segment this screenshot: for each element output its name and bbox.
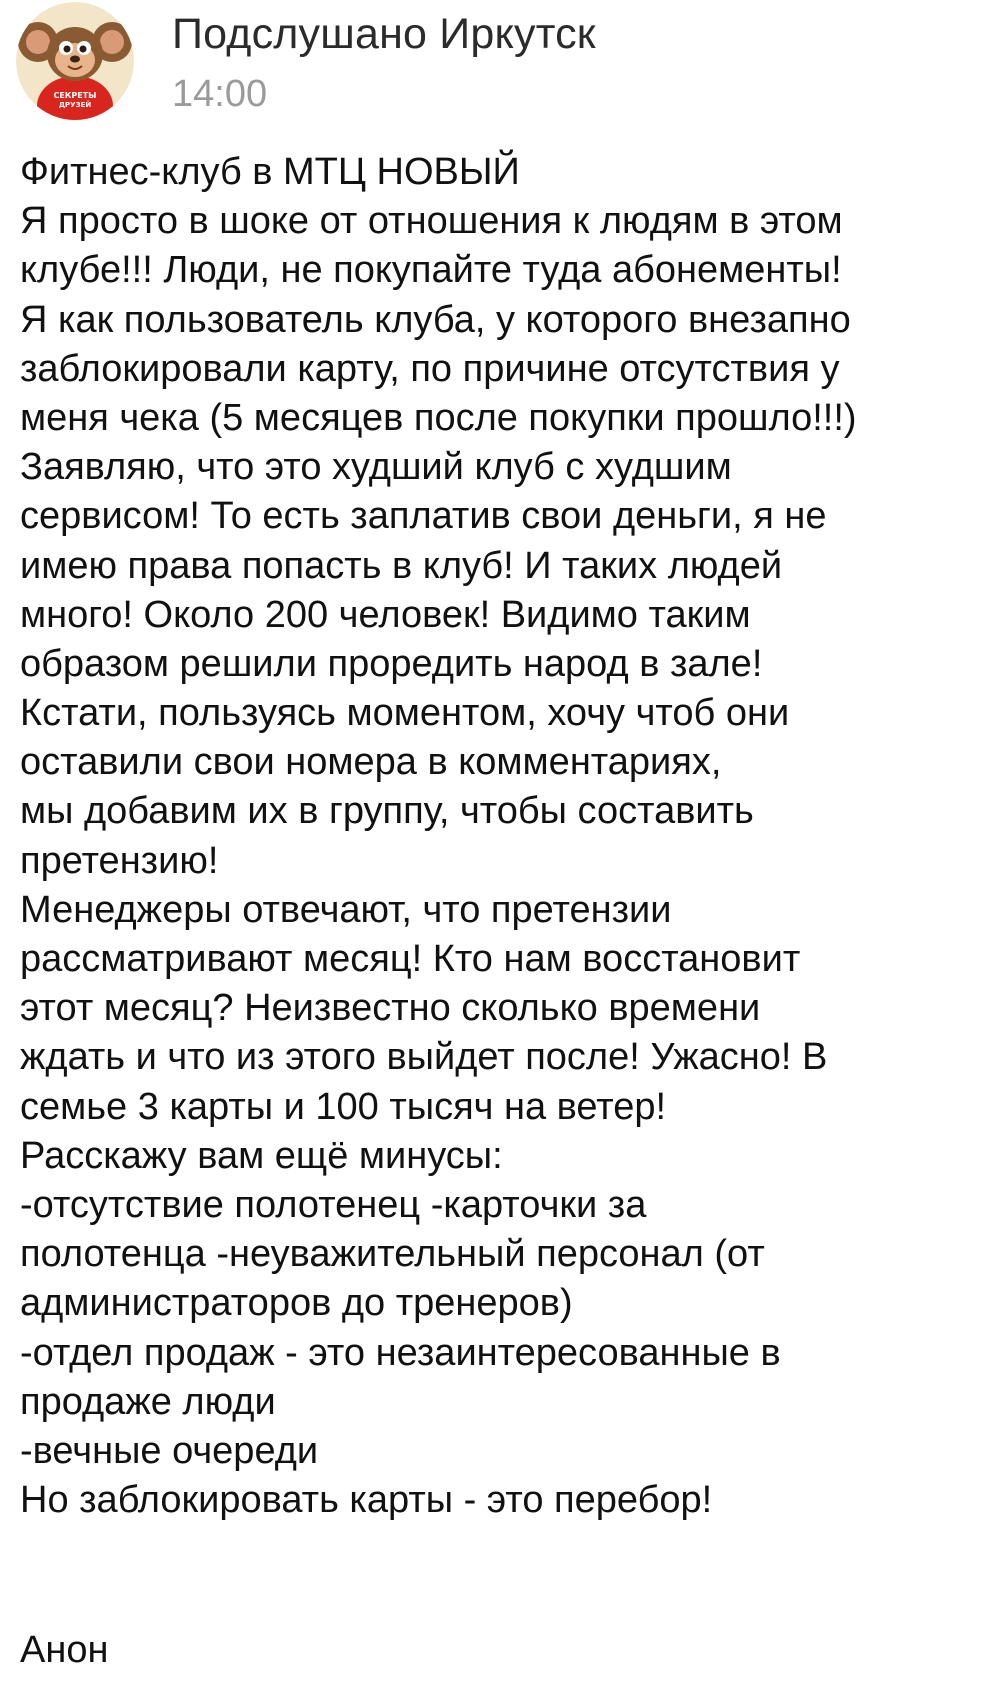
post-line: семье 3 карты и 100 тысяч на ветер! — [20, 1085, 667, 1128]
post-line: клубе!!! Люди, не покупайте туда абонементы! — [20, 249, 842, 292]
post-line: Заявляю, что это худший клуб с худшим — [20, 446, 732, 489]
post-line: Я как пользователь клуба, у которого внезапно — [20, 298, 851, 341]
post-line: -отсутствие полотенец -карточки за — [20, 1183, 647, 1226]
post-line: образом решили проредить народ в зале! — [20, 642, 763, 685]
post-line: рассматривают месяц! Кто нам восстановит — [20, 938, 801, 980]
post-line: претензию! — [20, 839, 219, 882]
post-line: продаже люди — [20, 1380, 276, 1423]
avatar-shirt-text-1: СЕКРЕТЫ — [53, 91, 97, 100]
post-line: этот месяц? Неизвестно сколько времени — [20, 987, 761, 1030]
avatar-shirt-text-2: ДРУЗЕЙ — [58, 101, 92, 109]
post-line: оставили свои номера в комментариях, — [20, 741, 722, 784]
post-line: полотенца -неуважительный персонал (от — [20, 1233, 765, 1276]
post-line: сервисом! То есть заплатив свои деньги, я не — [20, 495, 827, 538]
post-line: заблокировали карту, по причине отсутствия у — [20, 347, 840, 390]
post-line: Но заблокировать карты - это перебор! — [20, 1479, 713, 1522]
post-line: Кстати, пользуясь моментом, хочу чтоб они — [20, 692, 790, 735]
post-line: -отдел продаж - это незаинтересованные в — [20, 1331, 781, 1374]
post-line: много! Около 200 человек! Видимо таким — [20, 593, 751, 636]
community-avatar[interactable] — [16, 2, 134, 120]
post-header — [0, 0, 986, 130]
post-line: Менеджеры отвечают, что претензии — [20, 888, 672, 931]
post-line: Расскажу вам ещё минусы: — [20, 1134, 503, 1177]
post-line: мы добавим их в группу, чтобы составить — [20, 790, 754, 833]
post-signature: Анон — [20, 1629, 109, 1671]
post-line: Я просто в шоке от отношения к людям в этом — [20, 200, 843, 243]
post-time: 14:00 — [172, 73, 268, 115]
post-line: ждать и что из этого выйдет после! Ужасно! В — [20, 1036, 828, 1079]
post-line: имею права попасть в клуб! И таких людей — [20, 544, 783, 587]
author-name[interactable]: Подслушано Иркутск — [172, 10, 596, 58]
cheburashka-avatar-icon — [16, 2, 134, 120]
post-line: Фитнес-клуб в МТЦ НОВЫЙ — [20, 151, 520, 193]
post-line: меня чека (5 месяцев после покупки прошло!!!) — [20, 396, 857, 439]
post-line: администраторов до тренеров) — [20, 1282, 573, 1325]
post-text — [20, 148, 970, 1525]
post-line: -вечные очереди — [20, 1429, 319, 1472]
